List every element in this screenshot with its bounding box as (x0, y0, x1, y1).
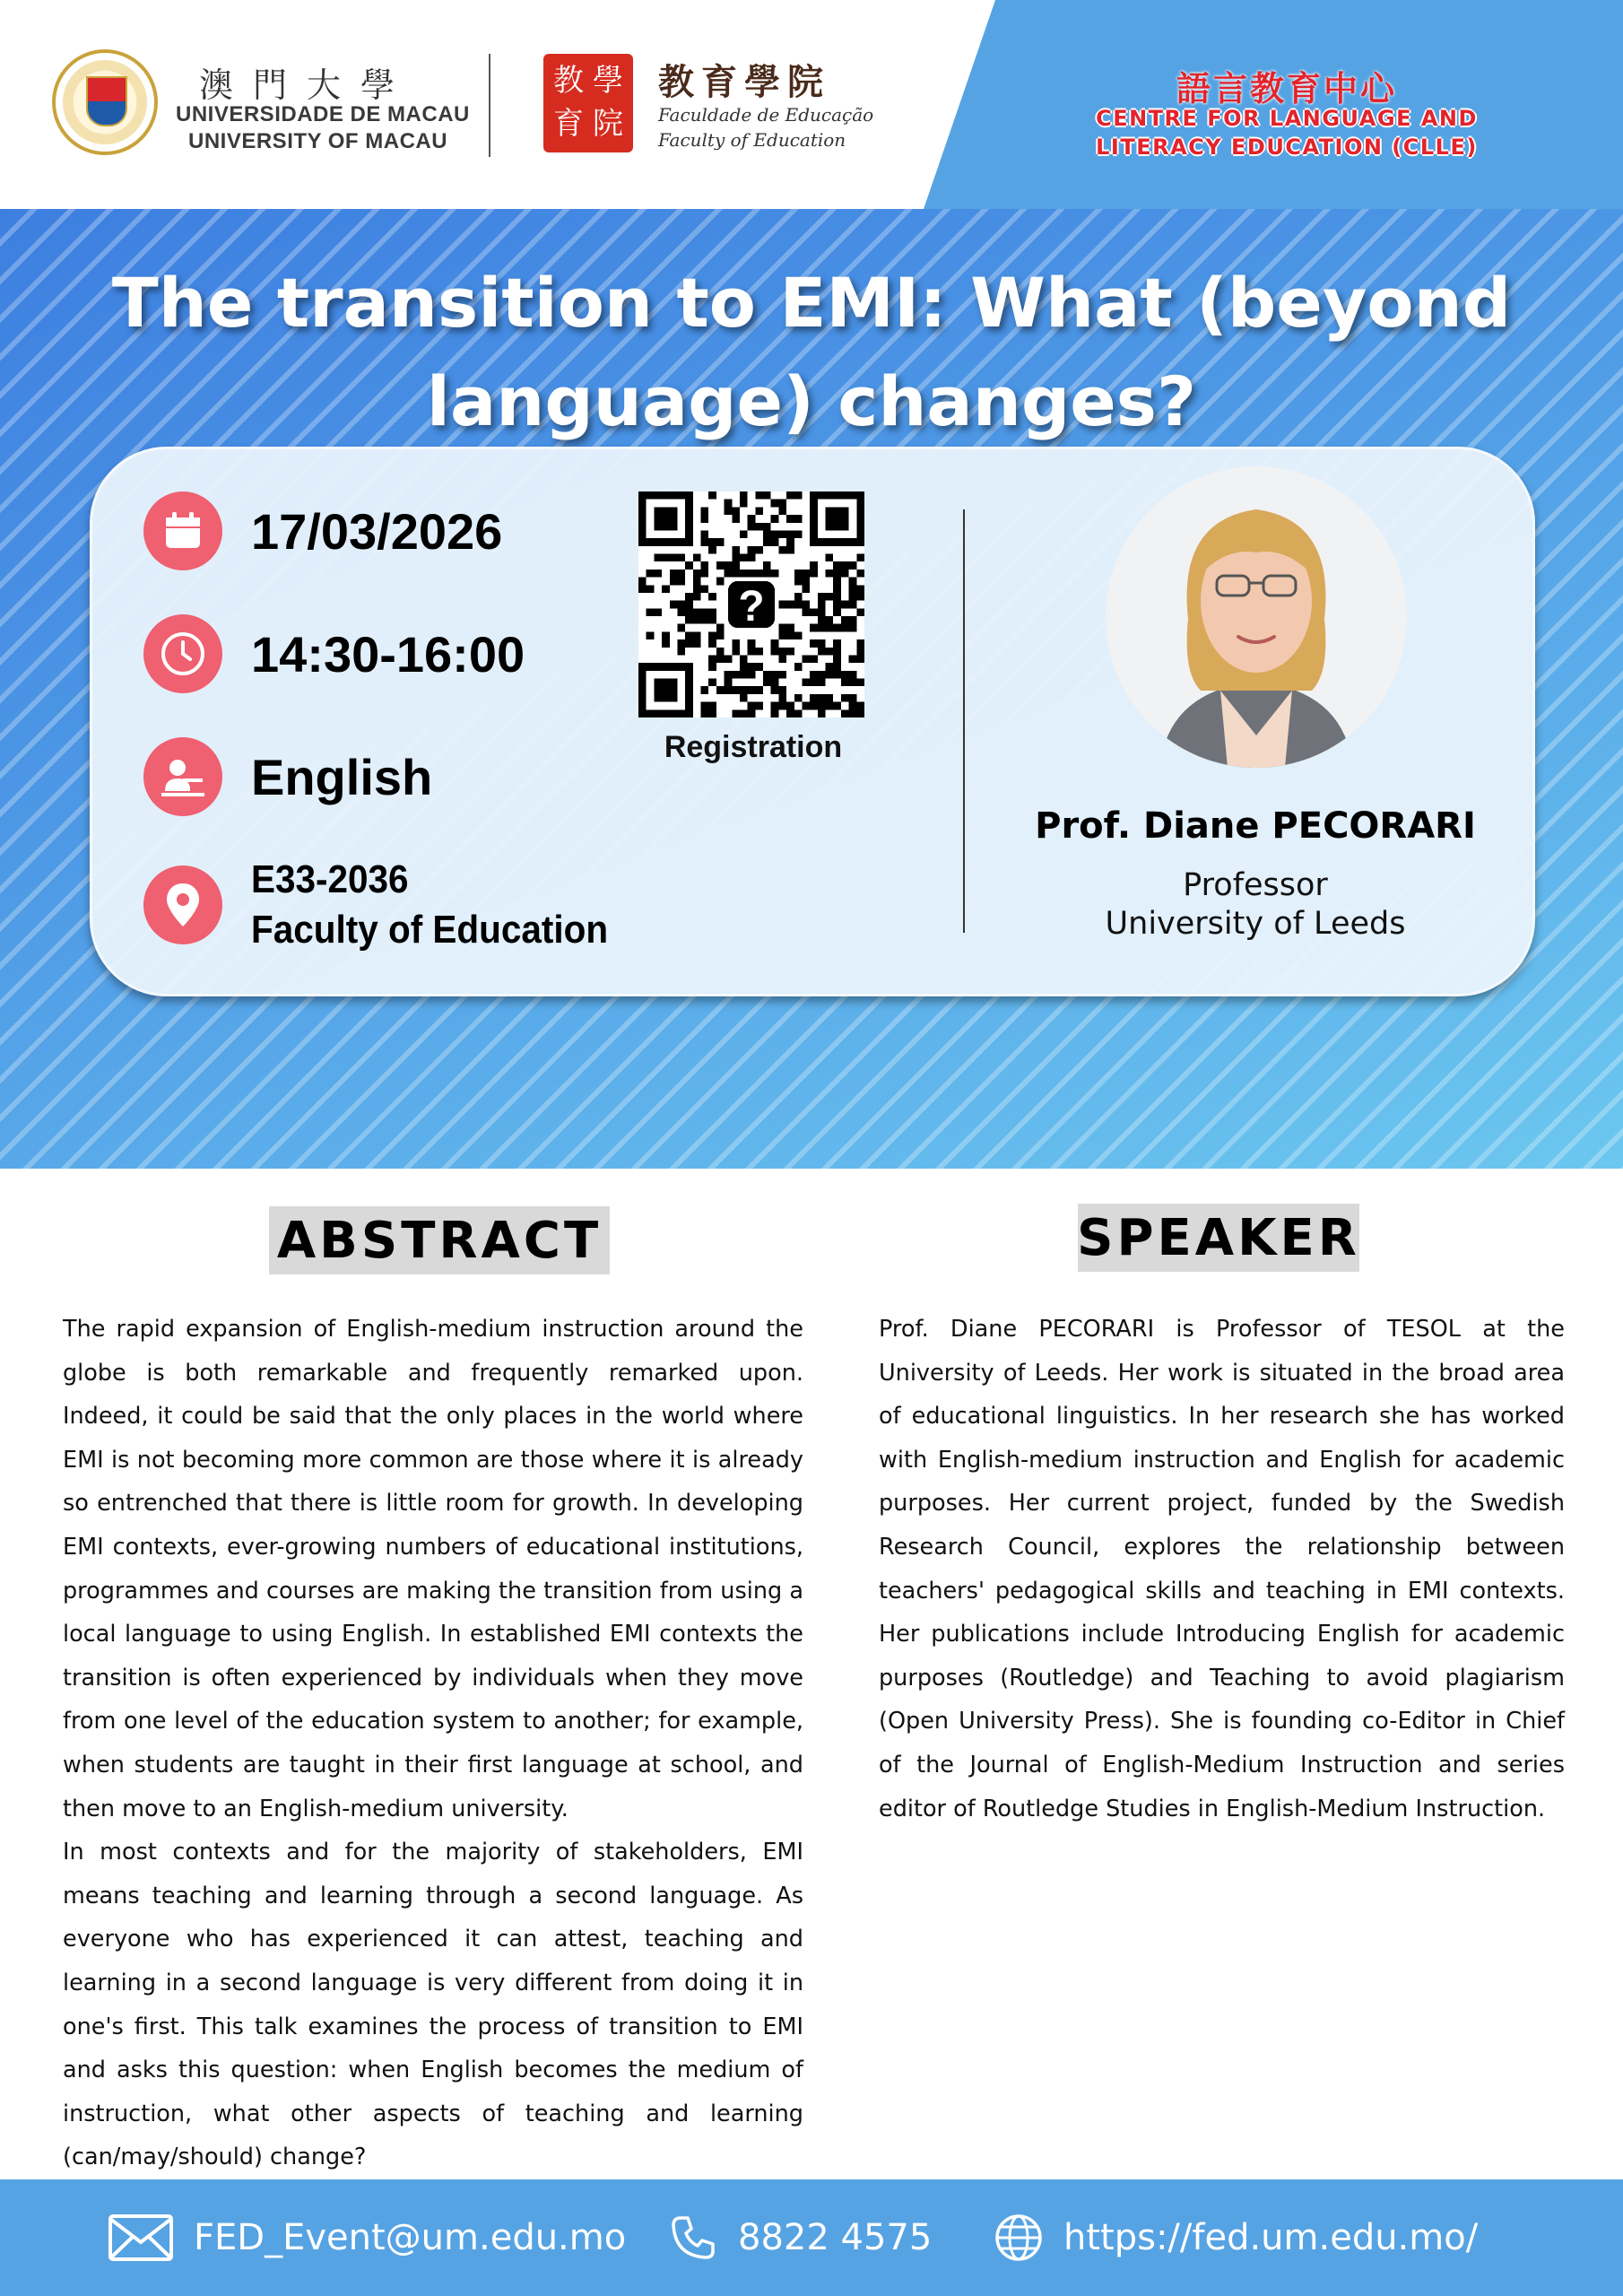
location-pin-icon (143, 865, 222, 944)
footer-phone[interactable] (668, 2179, 932, 2296)
abstract-heading: ABSTRACT (269, 1206, 610, 1274)
speaker-bio-text (879, 1308, 1565, 1831)
crest-shield-icon (86, 76, 127, 126)
location-building: Faculty of Education (251, 908, 609, 952)
speaker-role (986, 866, 1524, 944)
university-of-macau-crest-icon (52, 49, 158, 155)
card-divider (963, 509, 965, 933)
speaker-person-icon (143, 737, 222, 816)
event-time: 14:30-16:00 (251, 625, 525, 683)
speaker-name: Prof. Diane PECORARI (1035, 805, 1476, 847)
speaker-bio-paragraph: Prof. Diane PECORARI is Professor of TESOL at the University of Leeds. Her work is situated in the broad area of educational linguistics. In her research she has worked with English-medium instruction and English for academic purposes. Her current project, funded by the Swedish Research Council, explores the relationship between teachers' pedagogical skills and teaching in EMI contexts. Her publications include Introducing English for academic purposes (Routledge) and Teaching to avoid plagiarism (Open University Press). She is founding co-Editor in Chief of the Journal of English-Medium Instruction and series editor of Routledge Studies in English-Medium Instruction. (879, 1316, 1565, 1822)
um-english-name: UNIVERSITY OF MACAU (188, 129, 448, 153)
event-language: English (251, 748, 433, 805)
speaker-photo (1106, 466, 1407, 768)
speaker-affiliation: University of Leeds (1105, 906, 1406, 942)
logo-divider (489, 54, 490, 157)
um-portuguese-name: UNIVERSIDADE DE MACAU (176, 102, 470, 126)
fed-english-name: Faculty of Education (658, 129, 846, 151)
abstract-paragraph: In most contexts and for the majority of stakeholders, EMI means teaching and learning through a second language. As everyone who has experienced it can attest, teaching and learning in a second language is very different from doing it in one's first. This talk examines the process of transition to EMI and asks this question: when English becomes the medium of instruction, what other aspects of teaching and learning (can/may/should) change? (63, 1839, 803, 2171)
um-chinese-name: 澳門大學 (199, 65, 415, 105)
event-title: The transition to EMI: What (beyond language) changes? (111, 263, 1512, 441)
language-row (143, 737, 432, 816)
phone-icon (668, 2213, 718, 2263)
abstract-paragraph: The rapid expansion of English-medium instruction around the globe is both remarkable and frequently remarked upon. Indeed, it could be said that the only places in the world where EMI is not becoming more common are those where it is already so entrenched that there is little room for growth. In developing EMI contexts, ever-growing numbers of educational institutions, programmes and courses are making the transition from using a local language to using English. In established EMI contexts the transition is often experienced by individuals when they move from one level of the education system to another; for example, when students are taught in their first language at school, and then move to an English-medium university. (63, 1316, 803, 1822)
footer-website[interactable] (994, 2179, 1478, 2296)
fed-portuguese-name: Faculdade de Educação (658, 104, 874, 126)
clock-icon (143, 614, 222, 693)
date-row (143, 491, 502, 570)
hero-banner (0, 209, 1623, 1169)
svg-text:?: ? (738, 583, 765, 631)
speaker-heading: SPEAKER (1078, 1204, 1359, 1272)
calendar-icon (143, 491, 222, 570)
faculty-seal-icon: 教 學 育 院 (543, 54, 633, 152)
header (0, 0, 1623, 209)
speaker-position: Professor (1183, 867, 1328, 903)
mail-icon (108, 2213, 174, 2262)
footer (0, 2179, 1623, 2296)
registration-qr-code[interactable] (638, 491, 864, 718)
event-info-card (90, 447, 1535, 996)
abstract-text (63, 1308, 803, 2179)
globe-icon (994, 2213, 1044, 2263)
clle-english-name: CENTRE FOR LANGUAGE AND LITERACY EDUCATION (CLLE) (1096, 106, 1478, 160)
fed-chinese-name: 教育學院 (658, 61, 830, 103)
time-row (143, 614, 525, 693)
footer-email[interactable] (108, 2179, 626, 2296)
registration-label: Registration (664, 730, 843, 764)
phone-number[interactable]: 8822 4575 (738, 2217, 933, 2258)
email-link[interactable]: FED_Event@um.edu.mo (194, 2217, 627, 2258)
location-room: E33-2036 (251, 857, 409, 901)
website-link[interactable]: https://fed.um.edu.mo/ (1063, 2217, 1479, 2258)
clle-chinese-name: 語言教育中心 (1176, 69, 1397, 109)
event-location (251, 855, 639, 955)
location-row (143, 855, 639, 955)
event-date: 17/03/2026 (251, 502, 503, 560)
